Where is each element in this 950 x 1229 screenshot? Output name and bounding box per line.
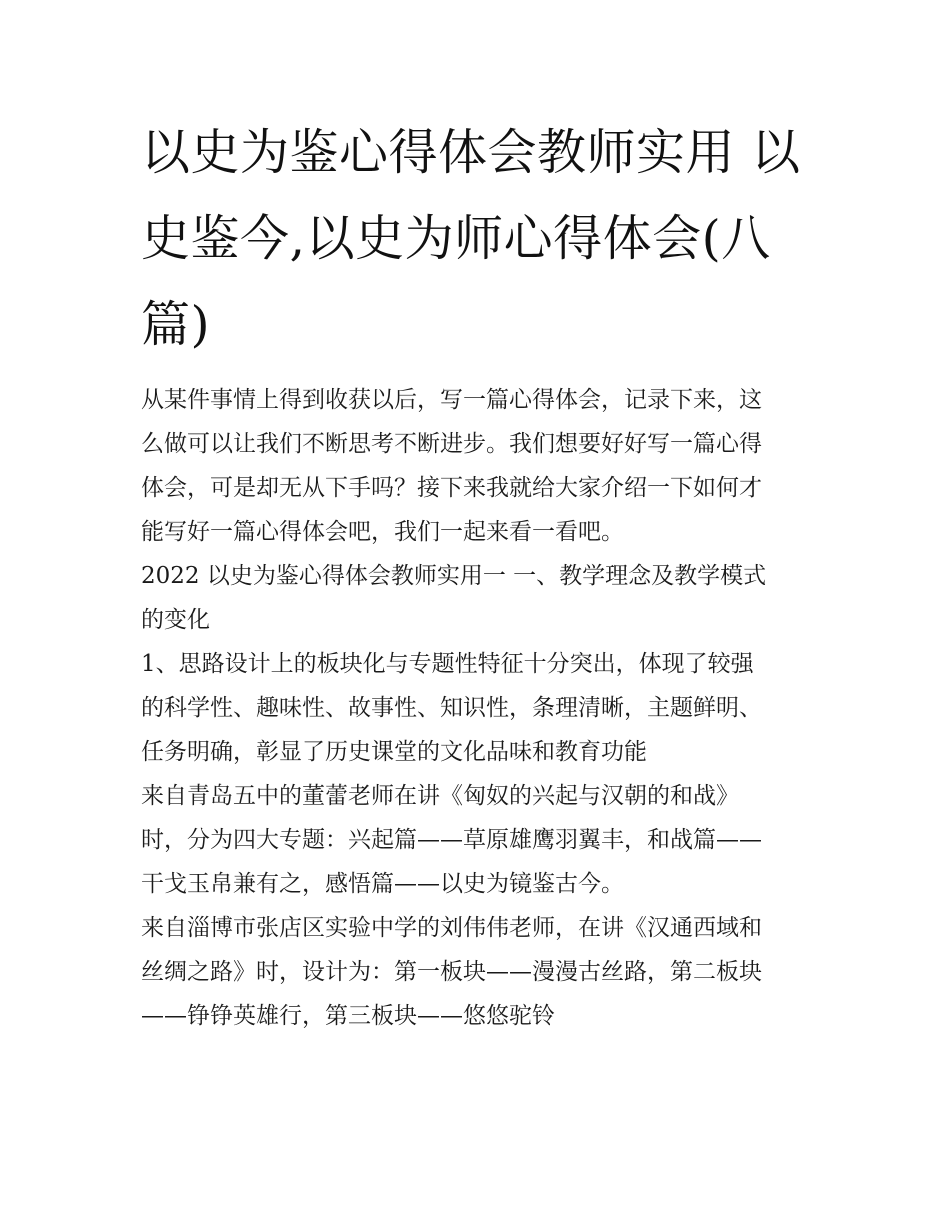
text-line: 的科学性、趣味性、故事性、知识性，条理清晰，主题鲜明、 (141, 695, 762, 721)
text-line: 1、思路设计上的板块化与专题性特征十分突出，体现了较强 (141, 651, 754, 677)
title-line: 篇) (141, 296, 211, 353)
text-line: 干戈玉帛兼有之，感悟篇——以史为镜鉴古今。 (141, 871, 624, 897)
paragraph-intro (141, 378, 813, 554)
text-line: 2022 以史为鉴心得体会教师实用一 一、教学理念及教学模式 (141, 563, 767, 589)
title-line: 史鉴今,以史为师心得体会(八 (141, 210, 771, 267)
paragraph-point-1 (141, 642, 813, 774)
document-title (141, 110, 811, 368)
text-line: 么做可以让我们不断思考不断进步。我们想要好好写一篇心得 (141, 431, 762, 457)
text-line: 的变化 (141, 607, 210, 633)
text-line: 任务明确，彰显了历史课堂的文化品味和教育功能 (141, 739, 647, 765)
document-body (141, 378, 813, 1038)
text-line: ——铮铮英雄行，第三板块——悠悠驼铃 (141, 1003, 555, 1029)
paragraph-example-1 (141, 774, 813, 906)
text-line: 丝绸之路》时，设计为：第一板块——漫漫古丝路，第二板块 (141, 959, 762, 985)
text-line: 来自青岛五中的董蕾老师在讲《匈奴的兴起与汉朝的和战》 (141, 783, 739, 809)
title-line: 以史为鉴心得体会教师实用 以 (141, 124, 801, 181)
text-line: 体会，可是却无从下手吗？接下来我就给大家介绍一下如何才 (141, 475, 762, 501)
text-line: 来自淄博市张店区实验中学的刘伟伟老师，在讲《汉通西域和 (141, 915, 762, 941)
text-line: 从某件事情上得到收获以后，写一篇心得体会，记录下来，这 (141, 387, 762, 413)
paragraph-example-2 (141, 906, 813, 1038)
text-line: 时，分为四大专题：兴起篇——草原雄鹰羽翼丰，和战篇—— (141, 827, 762, 853)
text-line: 能写好一篇心得体会吧，我们一起来看一看吧。 (141, 519, 624, 545)
paragraph-section-heading (141, 554, 813, 642)
